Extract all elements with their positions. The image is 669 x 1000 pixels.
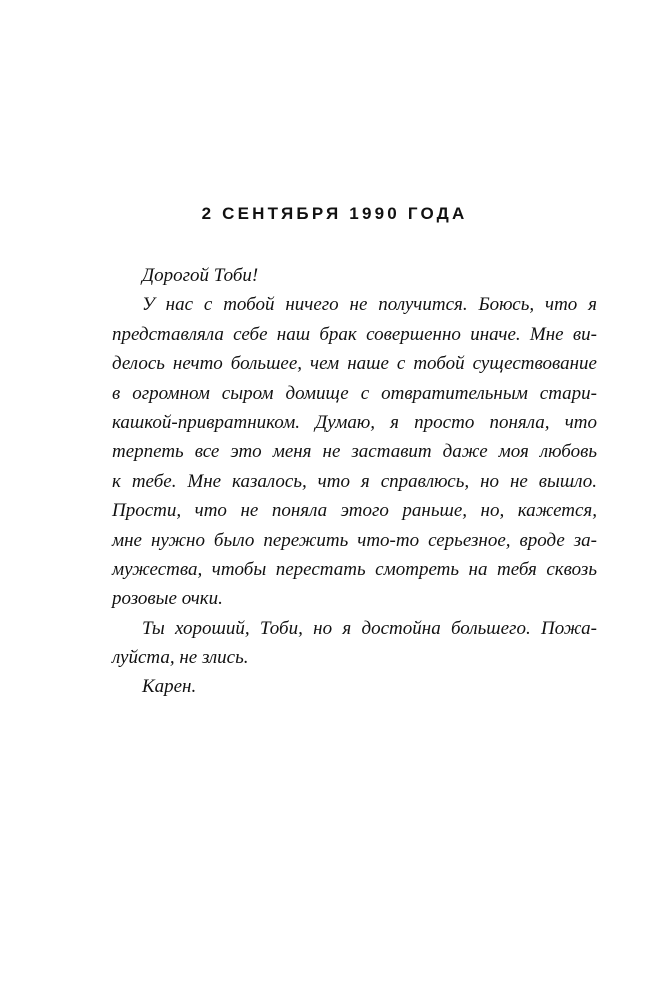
chapter-date-heading: 2 СЕНТЯБРЯ 1990 ГОДА bbox=[201, 204, 468, 223]
letter-line: к тебе. Мне казалось, что я справлюсь, но не вышло. bbox=[112, 470, 597, 492]
letter-signature: Карен. bbox=[142, 676, 197, 698]
letter-line: У нас с тобой ничего не получится. Боюсь, что я bbox=[142, 294, 597, 316]
letter-line: мужества, чтобы перестать смотреть на тебя сквозь bbox=[112, 558, 597, 580]
letter-line: мне нужно было пережить что-то серьезное, вроде за- bbox=[112, 529, 597, 551]
letter-line: представляла себе наш брак совершенно иначе. Мне ви- bbox=[112, 323, 597, 345]
letter-line: терпеть все это меня не заставит даже моя любовь bbox=[112, 441, 597, 463]
letter-line: розовые очки. bbox=[112, 588, 223, 610]
letter-line: делось нечто большее, чем наше с тобой существование bbox=[112, 353, 597, 375]
letter-line: Прости, что не поняла этого раньше, но, кажется, bbox=[112, 500, 597, 522]
letter-line: кашкой-привратником. Думаю, я просто поняла, что bbox=[112, 411, 597, 433]
letter-line: в огромном сыром домище с отвратительным стари- bbox=[112, 382, 597, 404]
letter-salutation: Дорогой Тоби! bbox=[142, 265, 259, 286]
letter-line: Ты хороший, Тоби, но я достойна большего. Пожа- bbox=[142, 617, 597, 639]
letter-body bbox=[112, 261, 597, 702]
letter-line: луйста, не злись. bbox=[112, 647, 249, 669]
